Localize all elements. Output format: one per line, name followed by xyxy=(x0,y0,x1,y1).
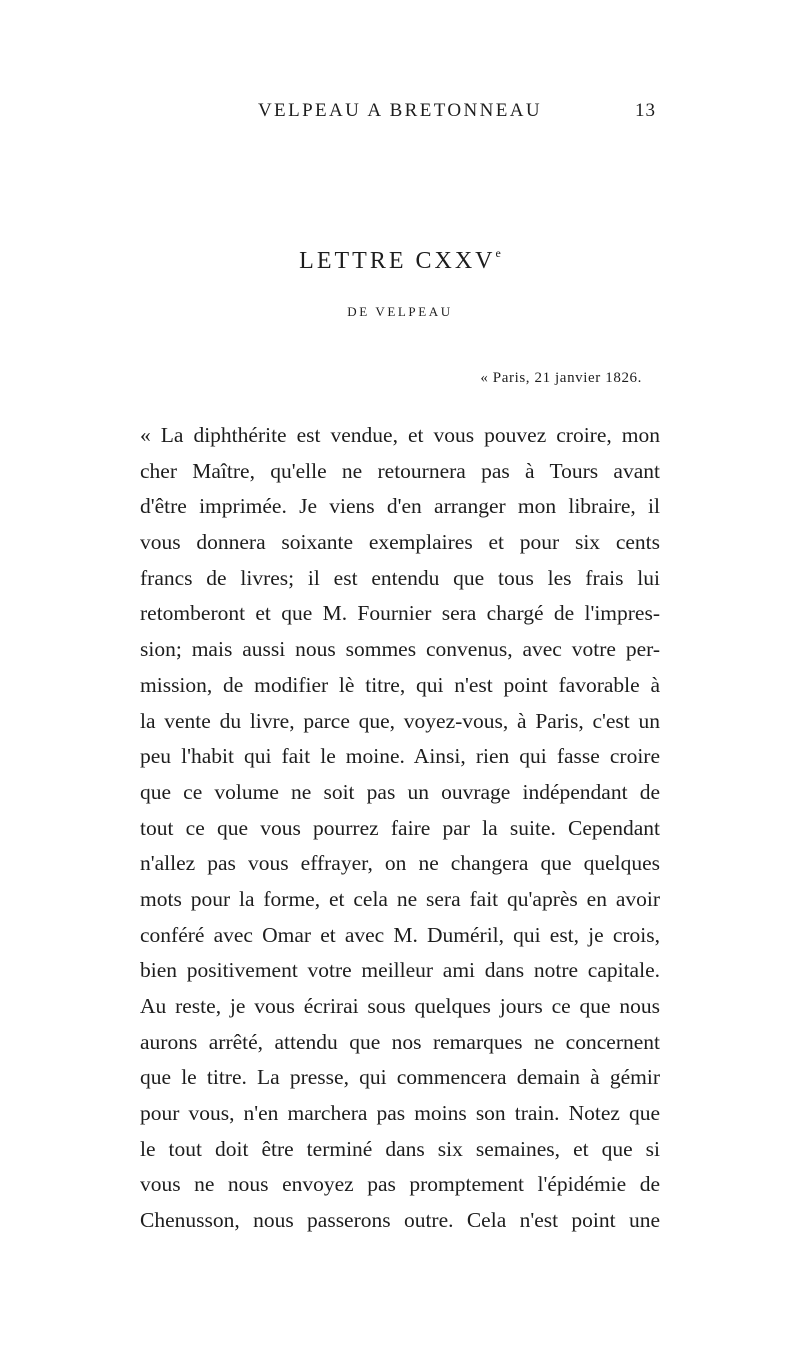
body-line: cher Maître, qu'elle ne retournera pas à Tours avant xyxy=(140,458,660,483)
body-line: tout ce que vous pourrez faire par la suite. Cependant xyxy=(140,815,660,840)
letter-author: DE VELPEAU xyxy=(347,304,453,319)
letter-dateline: « Paris, 21 janvier 1826. xyxy=(480,370,642,386)
body-line: pour vous, n'en marchera pas moins son train. Notez que xyxy=(140,1101,660,1126)
body-line: mots pour la forme, et cela ne sera fait qu'après en avoir xyxy=(140,886,660,911)
letter-title-superscript: e xyxy=(495,246,501,260)
body-line: vous donnera soixante exemplaires et pour six cents xyxy=(140,530,660,555)
body-line: conféré avec Omar et avec M. Duméril, qui est, je crois, xyxy=(140,922,660,947)
page-number: 13 xyxy=(635,100,656,121)
body-line: d'être imprimée. Je viens d'en arranger mon libraire, il xyxy=(140,494,660,519)
body-line: aurons arrêté, attendu que nos remarques ne concernent xyxy=(140,1029,660,1054)
body-line: que le titre. La presse, qui commencera demain à gémir xyxy=(140,1065,660,1090)
letter-title-text: LETTRE CXXV xyxy=(299,248,496,274)
body-line: mission, de modifier lè titre, qui n'est point favorable à xyxy=(140,672,660,697)
body-line: « La diphthérite est vendue, et vous pouvez croire, mon xyxy=(140,423,660,447)
body-line: le tout doit être terminé dans six semaines, et que si xyxy=(140,1136,660,1161)
body-line: peu l'habit qui fait le moine. Ainsi, rien qui fasse croire xyxy=(140,744,660,769)
running-title: VELPEAU A BRETONNEAU xyxy=(257,100,543,121)
body-line: vous ne nous envoyez pas promptement l'épidémie de xyxy=(140,1172,660,1197)
letter-title xyxy=(0,248,800,275)
body-line: bien positivement votre meilleur ami dans notre capitale. xyxy=(140,958,660,983)
body-line: francs de livres; il est entendu que tous les frais lui xyxy=(140,565,660,590)
body-line: n'allez pas vous effrayer, on ne changera que quelques xyxy=(140,851,660,876)
letter-body xyxy=(140,418,660,1239)
body-line: que ce volume ne soit pas un ouvrage indépendant de xyxy=(140,779,660,804)
body-line: sion; mais aussi nous sommes convenus, avec votre per- xyxy=(140,637,660,662)
body-line: retomberont et que M. Fournier sera chargé de l'impres- xyxy=(140,601,660,626)
body-line: Au reste, je vous écrirai sous quelques jours ce que nous xyxy=(140,994,660,1018)
body-line: Chenusson, nous passerons outre. Cela n'est point une xyxy=(140,1208,660,1233)
body-line: la vente du livre, parce que, voyez-vous, à Paris, c'est un xyxy=(140,708,660,733)
running-head xyxy=(0,100,800,130)
